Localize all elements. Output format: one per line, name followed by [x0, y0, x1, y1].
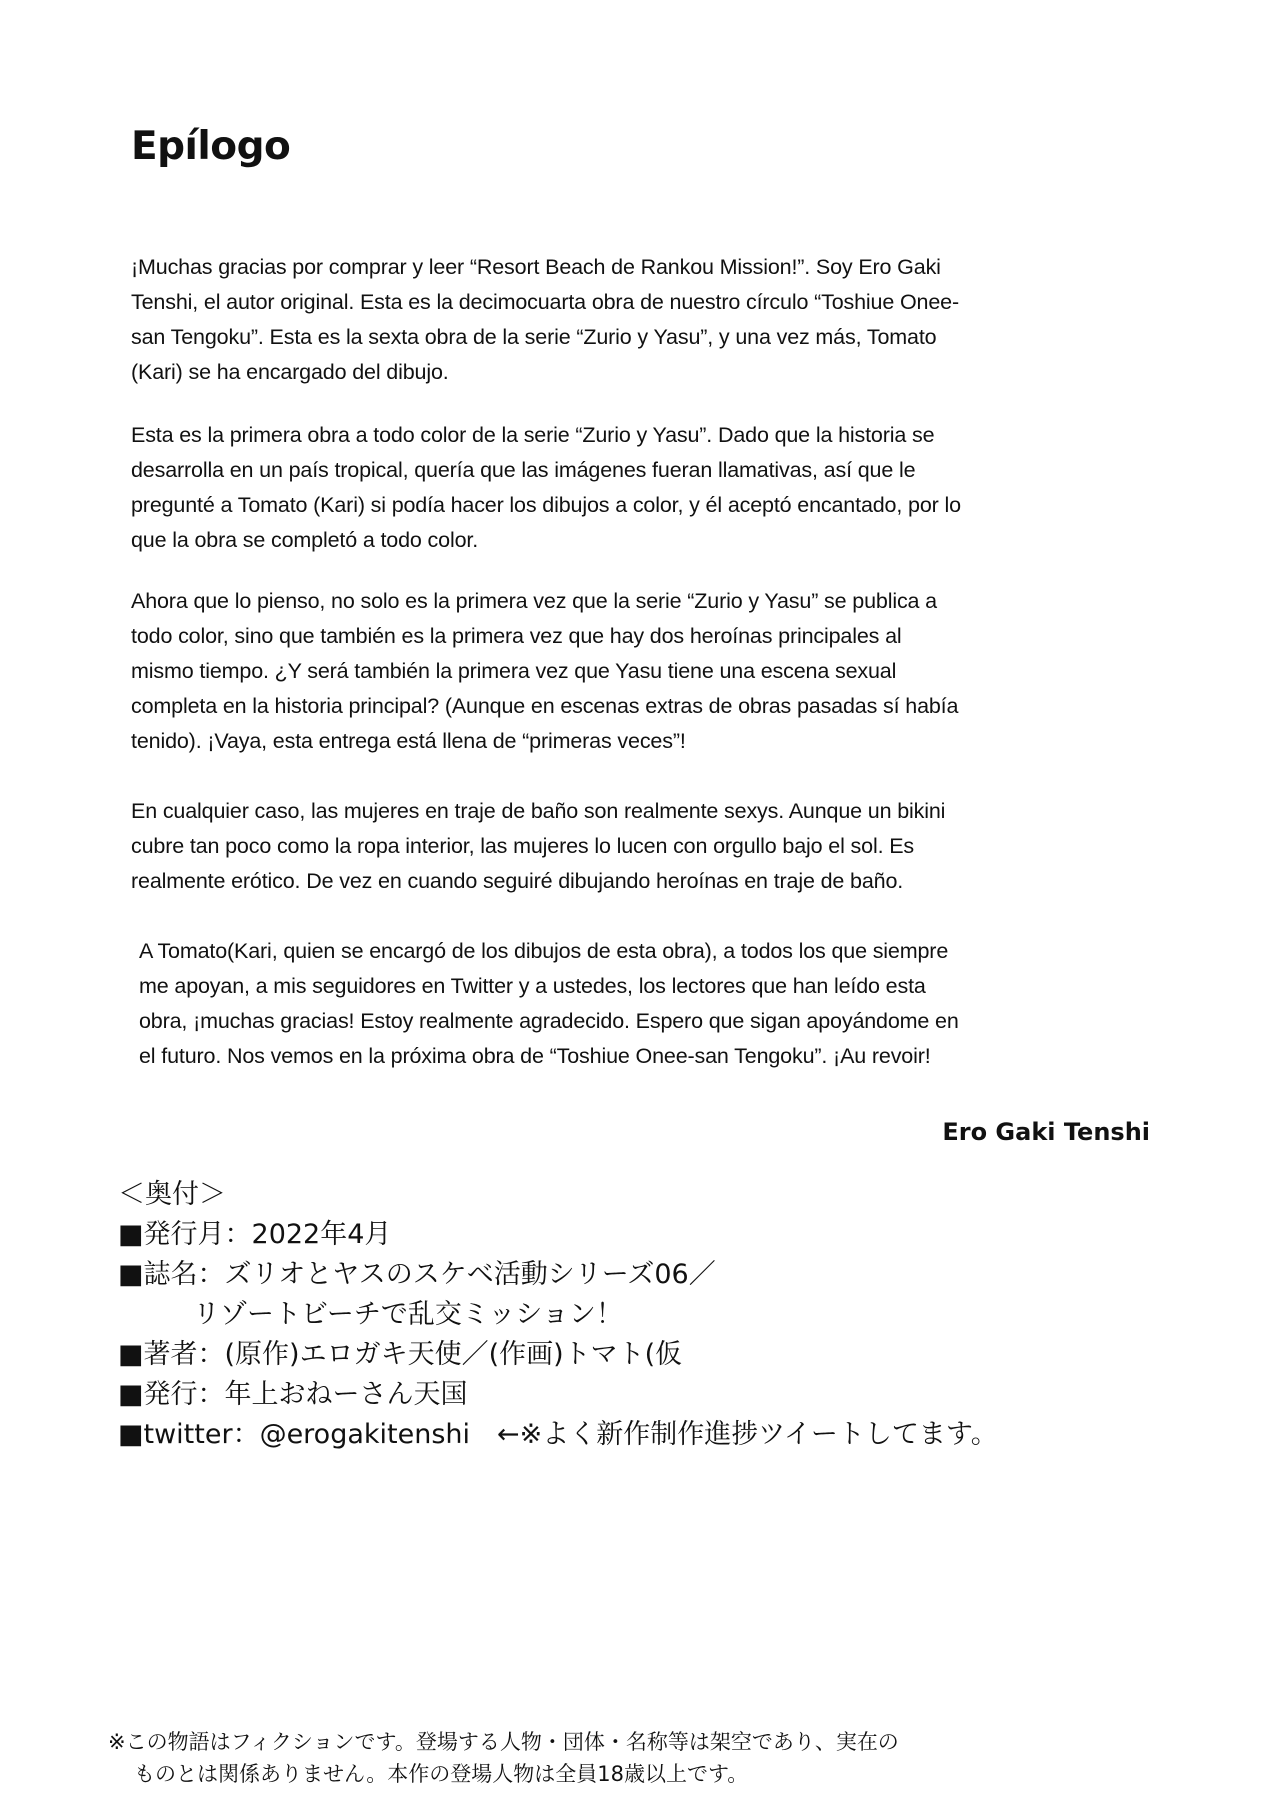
colophon-heading: ＜奥付＞	[118, 1179, 226, 1210]
paragraph-5: A Tomato(Kari, quien se encargó de los dibujos de esta obra), a todos los que siempre me apoyan, a mis seguidores en Twitter y a ustedes, los lectores que han leído esta obra, ¡muchas gracias! Estoy realmente agradecido. Espero que sigan apoyándome en el futuro. Nos vemos en la próxima obra de “Toshiue Onee-san Tengoku”. ¡Au revoir!	[139, 938, 959, 1068]
page-title: Epílogo	[131, 124, 291, 170]
colophon-publication-date: ■発行月：2022年4月	[118, 1219, 392, 1250]
colophon-title-continued: リゾートビーチで乱交ミッション！	[193, 1299, 623, 1330]
colophon	[118, 1175, 1178, 1455]
colophon-authors: ■著者：(原作)エロガキ天使／(作画)トマト(仮	[118, 1339, 683, 1370]
disclaimer	[108, 1726, 1188, 1790]
disclaimer-line-1: ※この物語はフィクションです。登場する人物・団体・名称等は架空であり、実在の	[108, 1730, 899, 1754]
paragraph-1: ¡Muchas gracias por comprar y leer “Resort Beach de Rankou Mission!”. Soy Ero Gaki Tenshi, el autor original. Esta es la decimocuarta obra de nuestro círculo “Toshiue Onee-san Tengoku”. Esta es la sexta obra de la serie “Zurio y Yasu”, y una vez más, Tomato (Kari) se ha encargado del dibujo.	[131, 254, 959, 384]
disclaimer-line-2: ものとは関係ありません。本作の登場人物は全員18歳以上です。	[134, 1762, 749, 1786]
colophon-twitter: ■twitter：@erogakitenshi ←※よく新作制作進捗ツイートしてます。	[118, 1419, 998, 1450]
paragraph-4: En cualquier caso, las mujeres en traje de baño son realmente sexys. Aunque un bikini cubre tan poco como la ropa interior, las mujeres lo lucen con orgullo bajo el sol. Es realmente erótico. De vez en cuando seguiré dibujando heroínas en traje de baño.	[131, 798, 946, 893]
paragraph-3: Ahora que lo pienso, no solo es la primera vez que la serie “Zurio y Yasu” se publica a todo color, sino que también es la primera vez que hay dos heroínas principales al mismo tiempo. ¿Y será también la primera vez que Yasu tiene una escena sexual completa en la historia principal? (Aunque en escenas extras de obras pasadas sí había tenido). ¡Vaya, esta entrega está llena de “primeras veces”!	[131, 588, 959, 753]
author-signature: Ero Gaki Tenshi	[942, 1118, 1150, 1146]
colophon-publisher: ■発行：年上おねーさん天国	[118, 1379, 468, 1410]
colophon-title: ■誌名：ズリオとヤスのスケベ活動シリーズ06／	[118, 1259, 716, 1290]
paragraph-2: Esta es la primera obra a todo color de la serie “Zurio y Yasu”. Dado que la historia se desarrolla en un país tropical, quería que las imágenes fueran llamativas, así que le pregunté a Tomato (Kari) si podía hacer los dibujos a color, y él aceptó encantado, por lo que la obra se completó a todo color.	[131, 422, 961, 552]
